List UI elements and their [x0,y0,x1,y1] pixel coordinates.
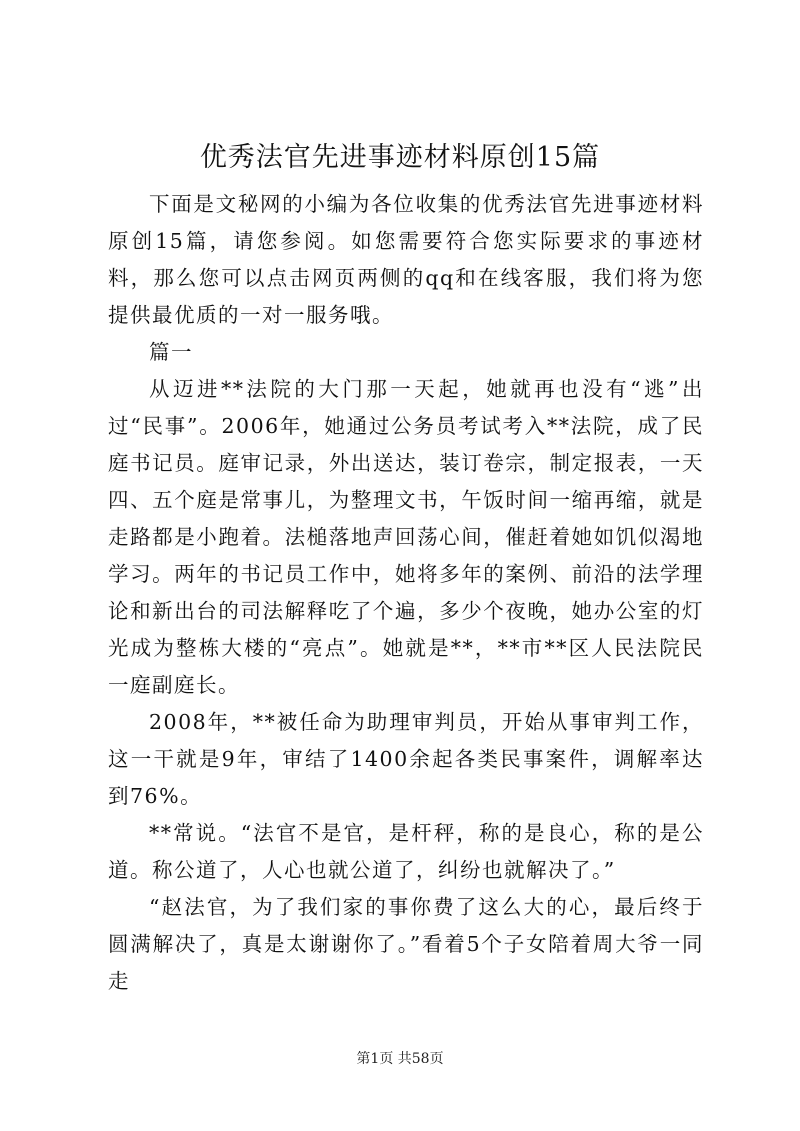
paragraph-intro: 下面是文秘网的小编为各位收集的优秀法官先进事迹材料原创15篇，请您参阅。如您需要符合您实际要求的事迹材料，那么您可以点击网页两侧的qq和在线客服，我们将为您提供最优质的一对一服务哦。 [108,192,704,327]
paragraph-judge-appointment: 2008年，**被任命为助理审判员，开始从事审判工作，这一干就是9年，审结了1400余起各类民事案件，调解率达到76%。 [108,710,704,808]
paragraph-thanks: “赵法官，为了我们家的事你费了这么大的心，最后终于圆满解决了，真是太谢谢你了。”看着5个子女陪着周大爷一同走 [108,895,704,993]
page-number-footer: 第1页 共58页 [356,1051,444,1067]
document-body [108,186,704,1000]
paragraph-career-start: 从迈进**法院的大门那一天起，她就再也没有“逃”出过“民事”。2006年，她通过公务员考试考入**法院，成了民庭书记员。庭审记录，外出送达，装订卷宗，制定报表，一天四、五个庭是常事儿，为整理文书，午饭时间一缩再缩，就是走路都是小跑着。法槌落地声回荡心间，催赶着她如饥似渴地学习。两年的书记员工作中，她将多年的案例、前沿的法学理论和新出台的司法解释吃了个遍，多少个夜晚，她办公室的灯光成为整栋大楼的“亮点”。她就是**，**市**区人民法院民一庭副庭长。 [108,377,704,697]
paragraph-section-heading: 篇一 [149,340,193,364]
document-title: 优秀法官先进事迹材料原创15篇 [199,142,601,173]
paragraph-quote: **常说。“法官不是官，是杆秤，称的是良心，称的是公道。称公道了，人心也就公道了，纠纷也就解决了。” [108,821,704,882]
